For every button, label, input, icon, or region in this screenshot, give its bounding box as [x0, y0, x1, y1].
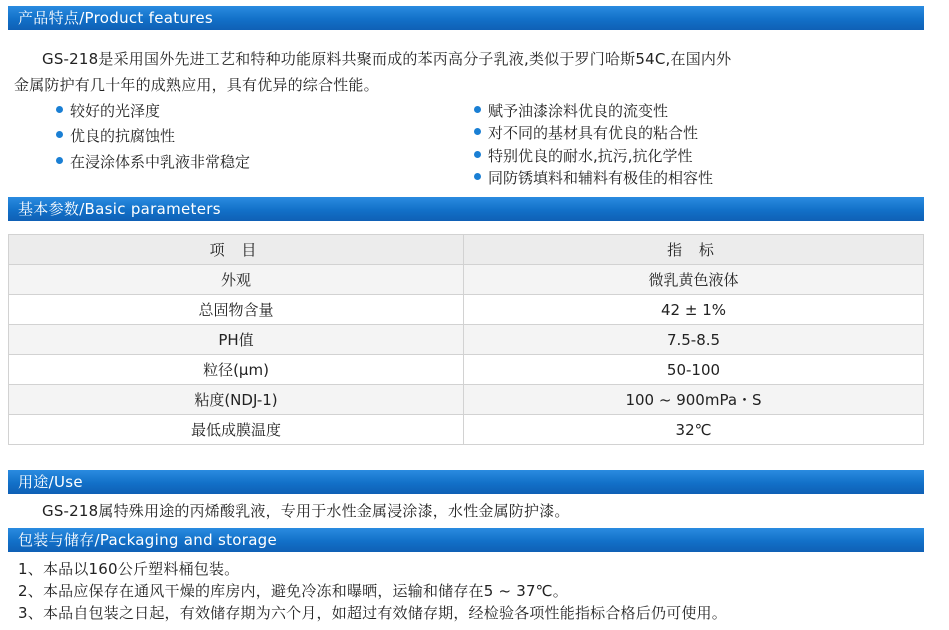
features-section-header: 产品特点/Product features — [8, 6, 924, 30]
table-cell-value: 7.5-8.5 — [464, 325, 924, 355]
table-cell-value: 100 ~ 900mPa・S — [464, 385, 924, 415]
table-row — [9, 415, 924, 445]
table-row — [9, 325, 924, 355]
features-intro-line-1: GS-218是采用国外先进工艺和特种功能原料共聚而成的苯丙高分子乳液,类似于罗门哈斯54C,在国内外 — [42, 50, 732, 68]
bullet-icon — [474, 106, 481, 113]
table-cell-item: 粘度(NDJ-1) — [9, 385, 464, 415]
table-cell-item: 最低成膜温度 — [9, 415, 464, 445]
table-header-spec: 指 标 — [464, 235, 924, 265]
bullet-icon — [474, 173, 481, 180]
table-cell-value: 微乳黄色液体 — [464, 265, 924, 295]
bullet-icon — [474, 128, 481, 135]
use-section-header: 用途/Use — [8, 470, 924, 494]
use-text: GS-218属特殊用途的丙烯酸乳液，专用于水性金属浸涂漆，水性金属防护漆。 — [42, 502, 570, 520]
bullet-icon — [56, 131, 63, 138]
bullet-icon — [474, 151, 481, 158]
table-row — [9, 385, 924, 415]
bullet-icon — [56, 106, 63, 113]
feature-item: 特别优良的耐水,抗污,抗化学性 — [474, 145, 693, 167]
table-row — [9, 355, 924, 385]
packaging-section-header: 包装与储存/Packaging and storage — [8, 528, 924, 552]
table-row — [9, 265, 924, 295]
table-header-row — [9, 235, 924, 265]
feature-item: 对不同的基材具有优良的粘合性 — [474, 122, 698, 144]
table-header-item: 项 目 — [9, 235, 464, 265]
table-cell-item: 外观 — [9, 265, 464, 295]
feature-item: 在浸涂体系中乳液非常稳定 — [56, 151, 250, 173]
table-row — [9, 295, 924, 325]
table-cell-item: 总固物含量 — [9, 295, 464, 325]
feature-item: 较好的光泽度 — [56, 100, 160, 122]
table-cell-item: PH值 — [9, 325, 464, 355]
feature-item: 优良的抗腐蚀性 — [56, 125, 175, 147]
feature-item: 赋予油漆涂料优良的流变性 — [474, 100, 668, 122]
packaging-line-2: 2、本品应保存在通风干燥的库房内，避免冷冻和曝晒，运输和储存在5 ~ 37℃。 — [18, 582, 568, 600]
features-intro-line-2: 金属防护有几十年的成熟应用，具有优异的综合性能。 — [14, 76, 379, 94]
packaging-line-3: 3、本品自包装之日起，有效储存期为六个月，如超过有效储存期，经检验各项性能指标合格后仍可使用。 — [18, 604, 727, 622]
feature-item: 同防锈填料和辅料有极佳的相容性 — [474, 167, 713, 189]
table-cell-value: 42 ± 1% — [464, 295, 924, 325]
table-cell-value: 50-100 — [464, 355, 924, 385]
table-cell-item: 粒径(μm) — [9, 355, 464, 385]
parameters-table — [8, 234, 924, 445]
table-cell-value: 32℃ — [464, 415, 924, 445]
packaging-line-1: 1、本品以160公斤塑料桶包装。 — [18, 560, 240, 578]
bullet-icon — [56, 157, 63, 164]
parameters-section-header: 基本参数/Basic parameters — [8, 197, 924, 221]
